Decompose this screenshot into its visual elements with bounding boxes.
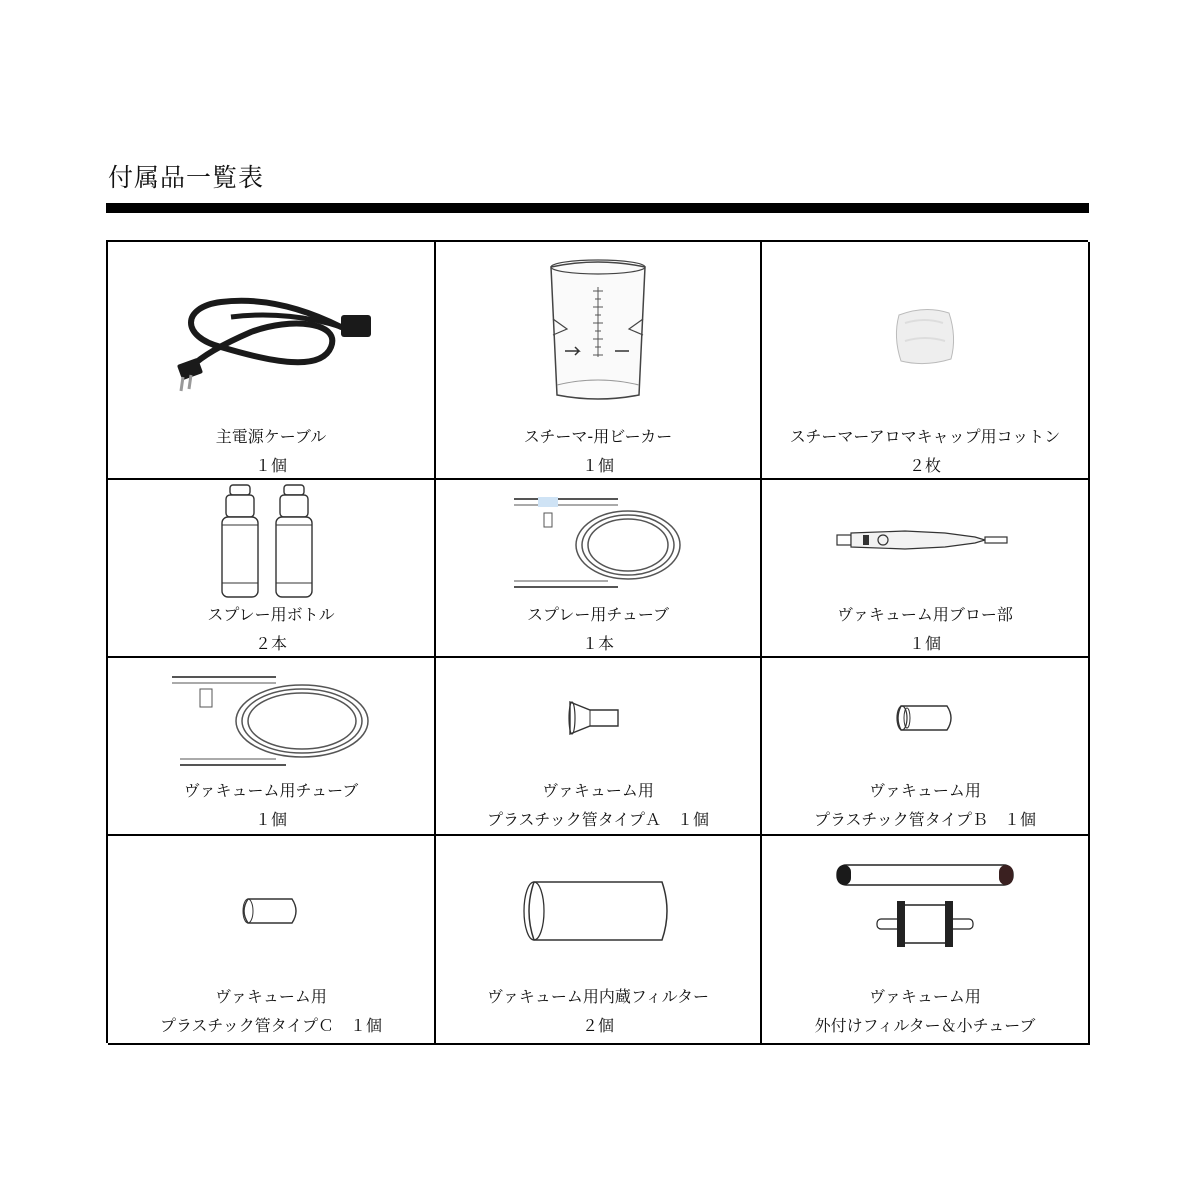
- title-divider: [106, 203, 1089, 213]
- accessory-cell-cotton: [762, 242, 1090, 480]
- accessory-cell-spray-bottle: [108, 480, 436, 658]
- spray-bottle-icon: [108, 482, 434, 602]
- vacuum-blow-handle-icon: [762, 510, 1088, 570]
- plastic-tube-b-icon: [762, 688, 1088, 748]
- accessory-label: 主電源ケーブル １個: [215, 427, 327, 475]
- accessory-cell-inner-filter: [436, 836, 762, 1045]
- plastic-tube-c-icon: [108, 876, 434, 946]
- accessory-cell-power-cable: [108, 242, 436, 480]
- accessory-label: スチーマ-用ビーカー １個: [523, 427, 673, 475]
- accessory-label: ヴァキューム用 プラスチック管タイプＡ １個: [487, 781, 709, 829]
- spray-tube-icon: [436, 488, 760, 598]
- accessory-cell-plastic-tube-b: [762, 658, 1090, 836]
- accessory-label: スプレー用ボトル ２本: [207, 605, 335, 653]
- vacuum-tube-icon: [108, 664, 434, 774]
- accessory-table: [106, 240, 1088, 1043]
- external-filter-icon: [762, 856, 1088, 956]
- accessory-label: ヴァキューム用 プラスチック管タイプＣ １個: [160, 987, 382, 1035]
- accessory-label: ヴァキューム用 プラスチック管タイプＢ １個: [814, 781, 1036, 829]
- accessory-cell-plastic-tube-c: [108, 836, 436, 1045]
- accessory-label: ヴァキューム用ブロー部 １個: [837, 605, 1013, 653]
- accessory-label: ヴァキューム用 外付けフィルター＆小チューブ: [814, 987, 1036, 1035]
- accessory-cell-spray-tube: [436, 480, 762, 658]
- accessory-cell-beaker: [436, 242, 762, 480]
- inner-filter-icon: [436, 866, 760, 956]
- accessory-cell-plastic-tube-a: [436, 658, 762, 836]
- power-cable-icon: [108, 272, 434, 402]
- plastic-tube-a-icon: [436, 688, 760, 748]
- page-title: 付属品一覧表: [108, 163, 265, 192]
- accessory-label: スプレー用チューブ １本: [526, 605, 670, 653]
- accessory-label: ヴァキューム用チューブ １個: [183, 781, 359, 829]
- accessory-label: スチーマーアロマキャップ用コットン ２枚: [789, 427, 1061, 475]
- beaker-icon: [436, 256, 760, 406]
- accessory-label: ヴァキューム用内蔵フィルター ２個: [487, 987, 709, 1035]
- cotton-icon: [762, 282, 1088, 392]
- accessory-cell-vacuum-blow: [762, 480, 1090, 658]
- accessory-cell-vacuum-tube: [108, 658, 436, 836]
- accessory-cell-external-filter: [762, 836, 1090, 1045]
